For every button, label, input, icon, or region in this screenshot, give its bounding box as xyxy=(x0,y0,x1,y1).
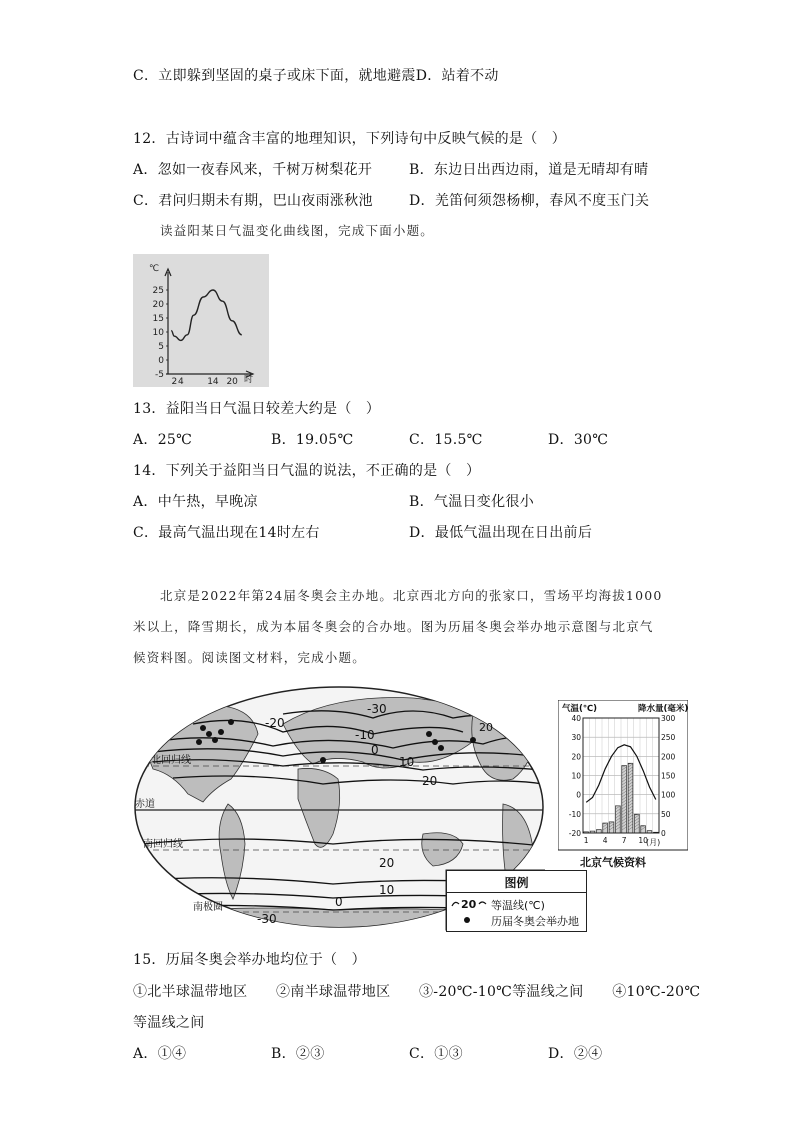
q15-stem: 15．历届冬奥会举办地均位于（ ） xyxy=(133,952,366,968)
q14-option-c: C．最高气温出现在14时左右 xyxy=(133,525,320,541)
temp-x-tick-label: 14 xyxy=(207,377,219,387)
q12-option-d: D．羌笛何须怨杨柳，春风不度玉门关 xyxy=(409,193,650,209)
temp-x-tick-label: 4 xyxy=(177,377,184,387)
temp-x-tick-label: 2 xyxy=(171,377,178,387)
precip-axis-tick: 150 xyxy=(661,771,676,781)
temp-axis-tick: 20 xyxy=(571,752,581,762)
isotherm-label: -30 xyxy=(367,702,387,716)
q15-options-line-1: ①北半球温带地区 ②南半球温带地区 ③-20℃-10℃等温线之间 ④10℃-20℃ xyxy=(133,984,701,1000)
q13-option-c: C．15.5℃ xyxy=(409,432,483,448)
host-site-dot xyxy=(438,745,444,751)
temp-axis-tick: -10 xyxy=(568,809,581,819)
temp-y-tick-label: 10 xyxy=(152,328,164,338)
temp-y-tick-label: 15 xyxy=(152,314,164,324)
isotherm-label: 0 xyxy=(335,895,343,909)
isotherm-label: 20 xyxy=(479,721,493,734)
beijing-climate-chart xyxy=(558,700,688,870)
q13-option-b: B．19.05℃ xyxy=(271,432,354,448)
temp-x-tick-label: 20 xyxy=(226,377,238,387)
beijing-chart-caption: 北京气候资料 xyxy=(580,856,646,869)
temp-axis-title: 气温(℃) xyxy=(562,704,598,714)
precip-axis-tick: 50 xyxy=(661,809,671,819)
q13-stem: 13．益阳当日气温日较差大约是（ ） xyxy=(133,401,381,417)
q14-option-b: B．气温日变化很小 xyxy=(409,494,534,510)
temp-y-tick-label: 5 xyxy=(158,342,164,352)
temp-unit-label: ℃ xyxy=(149,264,160,274)
intro-beijing-line-2: 米以上，降雪期长，成为本届冬奥会的合办地。图为历届冬奥会举办地示意图与北京气 xyxy=(133,619,654,634)
q15-option-a: A．①④ xyxy=(133,1046,187,1062)
temp-axis-tick: 40 xyxy=(571,714,581,723)
isotherm-label: 0 xyxy=(371,743,379,757)
q13-option-a: A．25℃ xyxy=(133,432,193,448)
q15-option-b: B．②③ xyxy=(271,1046,325,1062)
temp-axis-tick: 10 xyxy=(571,771,581,781)
svg-text:20: 20 xyxy=(461,898,477,910)
q12-option-c: C．君问归期未有期，巴山夜雨涨秋池 xyxy=(133,193,373,209)
isotherm-label: -20 xyxy=(265,716,285,730)
temp-y-tick-label: -5 xyxy=(155,370,164,380)
label-tropic-of-cancer: 北回归线 xyxy=(151,755,191,766)
q15-option-d: D．②④ xyxy=(548,1046,603,1062)
intro-beijing-line-3: 候资料图。阅读图文材料，完成小题。 xyxy=(133,650,366,665)
label-equator: 赤道 xyxy=(135,799,155,810)
month-tick: 1 xyxy=(583,836,589,845)
beijing-climate-figure xyxy=(558,700,688,870)
host-site-legend-icon xyxy=(464,917,470,923)
host-site-dot xyxy=(320,757,326,763)
isotherm-label: 10 xyxy=(399,755,415,769)
temperature-curve-chart xyxy=(133,254,269,387)
month-unit-label: (月) xyxy=(646,838,661,847)
isotherm-label: 20 xyxy=(422,774,438,788)
q14-option-a: A．中午热，早晚凉 xyxy=(133,494,258,510)
intro-yiyang: 读益阳某日气温变化曲线图，完成下面小题。 xyxy=(160,223,435,238)
host-site-dot xyxy=(200,725,206,731)
q14-option-d: D．最低气温出现在日出前后 xyxy=(409,525,593,541)
temp-hour-unit: 时 xyxy=(244,375,254,385)
host-site-dot xyxy=(470,737,476,743)
temp-axis-tick: -20 xyxy=(568,829,581,838)
host-site-dot xyxy=(228,719,234,725)
precip-axis-tick: 250 xyxy=(661,733,676,743)
temp-y-tick-label: 25 xyxy=(152,286,164,296)
q15-option-c: C．①③ xyxy=(409,1046,463,1062)
label-antarctic-circle: 南极圈 xyxy=(193,902,223,913)
precip-axis-tick: 200 xyxy=(661,752,676,762)
isotherm-legend-icon xyxy=(451,896,487,910)
legend-host-site-label: 历届冬奥会举办地 xyxy=(491,915,579,928)
precip-axis-tick: 300 xyxy=(661,714,676,723)
month-tick: 4 xyxy=(602,836,608,845)
isotherm-label: -30 xyxy=(257,912,277,926)
q14-stem: 14．下列关于益阳当日气温的说法，不正确的是（ ） xyxy=(133,463,481,479)
temp-axis-tick: 0 xyxy=(576,790,581,800)
legend-title-text: 图例 xyxy=(504,876,529,890)
isotherm-label: 10 xyxy=(379,883,395,897)
map-legend-panel xyxy=(446,870,587,932)
host-site-dot xyxy=(212,737,218,743)
temperature-curve-figure xyxy=(133,254,269,387)
precip-axis-tick: 0 xyxy=(661,829,666,838)
host-site-dot xyxy=(432,739,438,745)
q15-options-line-2: 等温线之间 xyxy=(133,1015,205,1031)
q11-option-cd: C．立即躲到坚固的桌子或床下面，就地避震D．站着不动 xyxy=(133,68,499,84)
host-site-dot xyxy=(218,729,224,735)
isotherm-label: 20 xyxy=(379,856,395,870)
q12-option-b: B．东边日出西边雨，道是无晴却有晴 xyxy=(409,162,649,178)
precip-axis-title: 降水量(毫米) xyxy=(638,704,688,714)
label-tropic-of-capricorn: 南回归线 xyxy=(143,839,183,850)
host-site-dot xyxy=(206,731,212,737)
q12-option-a: A．忽如一夜春风来，千树万树梨花开 xyxy=(133,162,373,178)
month-tick: 7 xyxy=(621,836,627,845)
isotherm-label: -10 xyxy=(355,728,375,742)
host-site-dot xyxy=(426,731,432,737)
temp-y-tick-label: 0 xyxy=(158,356,164,366)
legend-isotherm-label: 等温线(℃) xyxy=(491,899,545,912)
temp-y-tick-label: 20 xyxy=(152,300,164,310)
temp-axis-tick: 30 xyxy=(571,733,581,743)
host-site-dot xyxy=(196,739,202,745)
month-tick: 10 xyxy=(638,836,648,845)
precip-axis-tick: 100 xyxy=(661,790,676,800)
q13-option-d: D．30℃ xyxy=(548,432,609,448)
q12-stem: 12．古诗词中蕴含丰富的地理知识，下列诗句中反映气候的是（ ） xyxy=(133,131,567,147)
intro-beijing-line-1: 北京是2022年第24届冬奥会主办地。北京西北方向的张家口，雪场平均海拔1000 xyxy=(160,588,663,603)
